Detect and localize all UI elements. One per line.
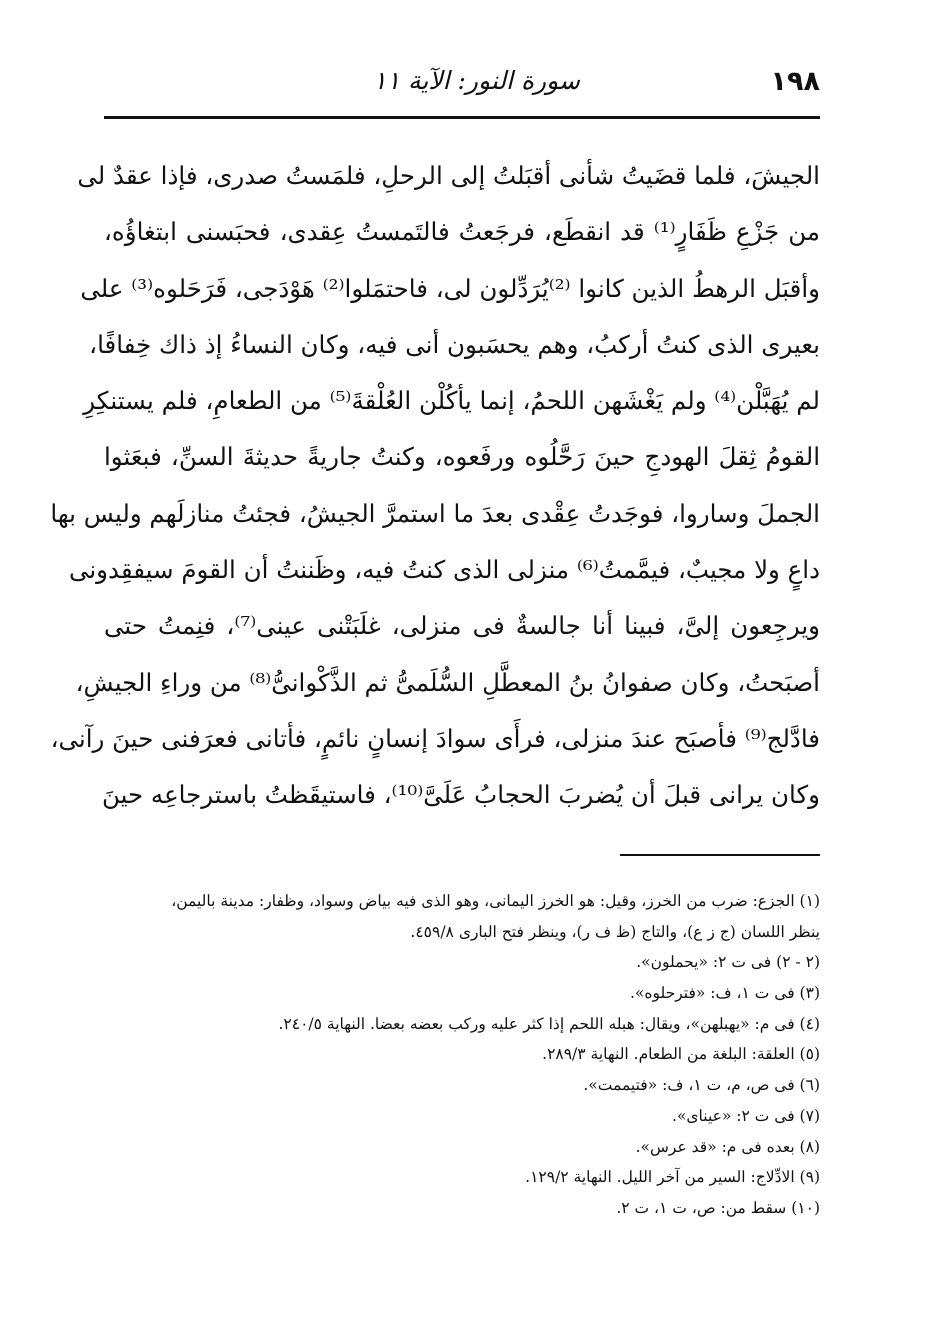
body-line: وأقبَل الرهطُ الذين كانوا ⁽²⁾يُرَدِّلون لى، فاحتمَلوا⁽²⁾ هَوْدَجى، فَرَحَلوه⁽³⁾ على [80, 273, 820, 303]
page-number: ١٩٨ [770, 66, 820, 97]
body-line: القومُ ثِقلَ الهودجِ حينَ رَحَّلُوه ورفَعوه، وكنتُ جاريةً حديثةَ السنِّ، فبعَثوا [104, 442, 820, 472]
body-line: الجيشَ، فلما قضَيتُ شأنى أقبَلتُ إلى الرحلِ، فلمَستُ صدرى، فإذا عقدٌ لى [77, 161, 820, 190]
body-line: من جَزْعِ ظَفَارٍ⁽¹⁾ قد انقطَع، فرجَعتُ فالتَمستُ عِقدى، فحبَسنى ابتغاؤُه، [104, 217, 820, 247]
footnote-line: (١) الجزع: ضرب من الخرز، وقيل: هو الخرز اليمانى، وهو الذى فيه بياض وسواد، وظفار: مدينة باليمن، [171, 892, 820, 910]
footnote-line: (٦) فى ص، م، ت ١، ف: «فتيممت». [583, 1076, 820, 1095]
body-line: داعٍ ولا مجيبٌ، فيمَّمتُ⁽⁶⁾ منزلى الذى كنتُ فيه، وظَننتُ أن القومَ سيفقِدونى [68, 555, 820, 585]
body-line: أصبَحتُ، وكان صفوانُ بنُ المعطَّلِ السُّلَمىُّ ثم الذَّكْوانىُّ⁽⁸⁾ من وراءِ الجيشِ، [75, 667, 820, 697]
body-line: ويرجِعون إلىَّ، فبينا أنا جالسةٌ فى منزلى، غلَبَتْنى عينى⁽⁷⁾، فنِمتُ حتى [104, 611, 820, 641]
footnote-line: (٨) بعده فى م: «قد عرس». [635, 1137, 820, 1156]
footnote-line: (١٠) سقط من: ص، ت ١، ت ٢. [616, 1198, 820, 1217]
footnote-line: (٤) فى م: «يهبلهن»، ويقال: هبله اللحم إذا كثر عليه وركب بعضه بعضا. النهاية ٢٤٠/٥. [278, 1014, 820, 1033]
body-line: وكان يرانى قبلَ أن يُضربَ الحجابُ عَلَىَّ⁽¹⁰⁾، فاستيقَظتُ باسترجاعِه حينَ [101, 780, 820, 810]
footnote-line: (٣) فى ت ١، ف: «فترحلوه». [630, 984, 820, 1003]
header-rule [104, 116, 820, 119]
page-header [104, 62, 820, 102]
footnote-separator [620, 854, 820, 856]
body-line: لم يُهَبَّلْن⁽⁴⁾ ولم يَغْشَهن اللحمُ، إنما يأكُلْن العُلْقةَ⁽⁵⁾ من الطعامِ، فلم يستنكِرِ [83, 386, 820, 416]
footnote-line: (٥) العلقة: البلغة من الطعام. النهاية ٢٨٩/٣. [542, 1045, 820, 1064]
footnote-line: (٧) فى ت ٢: «عيناى». [672, 1106, 820, 1125]
footnote-line: (٢ - ٢) فى ت ٢: «يحملون». [636, 953, 820, 972]
footnotes [104, 886, 820, 1224]
body-line: فادَّلج⁽⁹⁾ فأصبَح عندَ منزلى، فرأَى سوادَ إنسانٍ نائمٍ، فأتانى فعرَفنى حينَ رآنى، [50, 723, 820, 753]
body-line: الجملَ وساروا، فوجَدتُ عِقْدى بعدَ ما استمرَّ الجيشُ، فجئتُ منازلَهم وليس بها [50, 498, 820, 528]
footnote-line: (٩) الادِّلاج: السير من آخر الليل. النهاية ١٢٩/٢. [525, 1168, 820, 1187]
body-text [50, 148, 820, 824]
footnote-line: ينظر اللسان (ج ز ع)، والتاج (ظ ف ر)، وينظر فتح البارى ٤٥٩/٨. [410, 922, 820, 941]
body-line: بعيرى الذى كنتُ أركبُ، وهم يحسَبون أنى فيه، وكان النساءُ إذ ذاك خِفافًا، [89, 329, 820, 359]
running-head: سورة النور: الآية ١١ [373, 66, 580, 95]
